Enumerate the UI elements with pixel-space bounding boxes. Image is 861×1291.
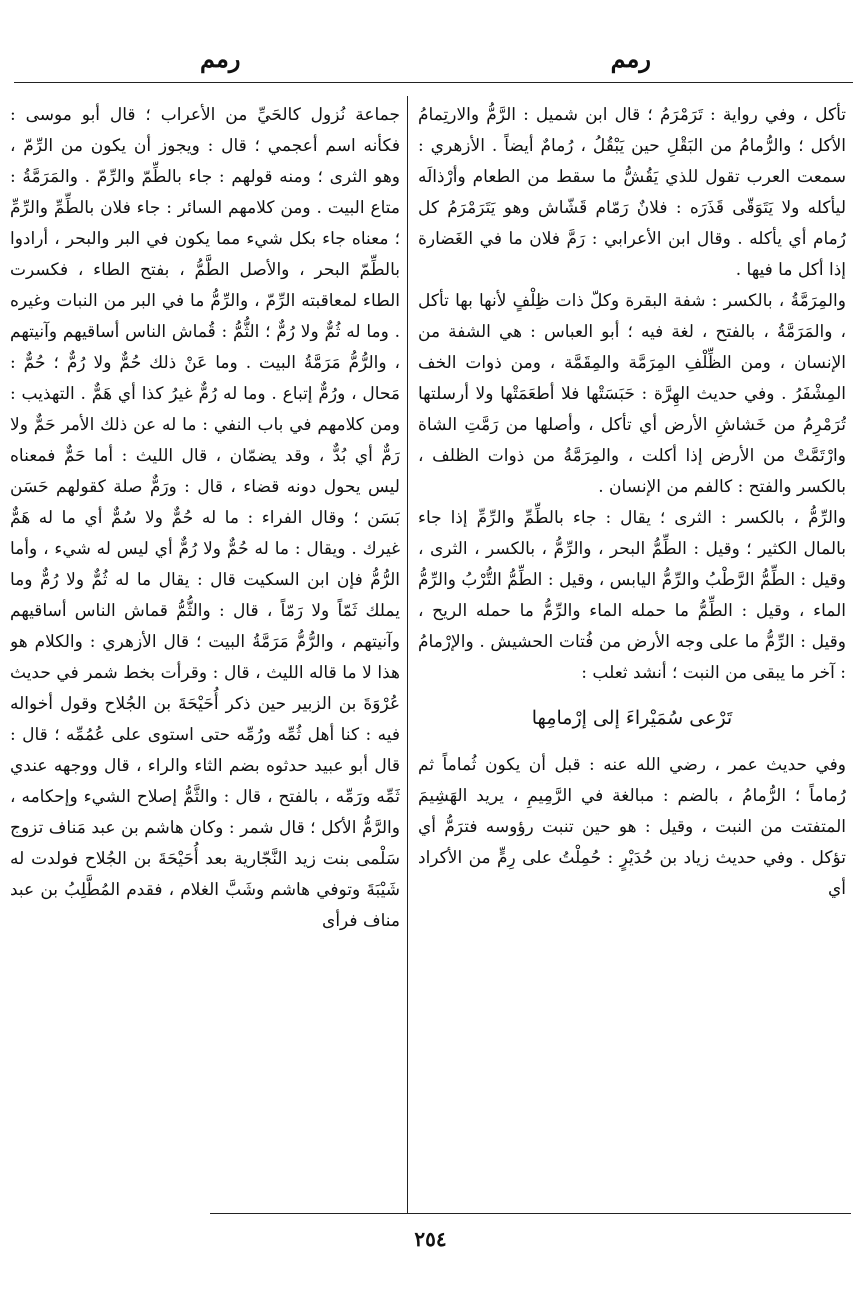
left-paragraph-1: جماعة نُزول كالحَيِّ من الأعراب ؛ قال أبو موسى : فكأنه اسم أعجمي ؛ قال : ويجوز أن يكون من الرِّمّ ، وهو الثرى ؛ ومنه قولهم : جاء بالطِّمّ والرِّمّ . والمَرَمَّةُ : متاع البيت . ومن كلامهم السائر : جاء فلان بالطِّمِّ والرِّمِّ ؛ معناه جاء بكل شيء مما يكون في البر والبحر ، أرادوا بالطِّمّ البحر ، والأصل الطَّمُّ ، بفتح الطاء ، فكسرت الطاء لمعاقبته الرِّمّ ، والرِّمُّ ما في البر من النبات وغيره . وما له ثُمٌّ ولا رُمٌّ ؛ الثُّمُّ : قُماش الناس أساقيهم وآنيتهم ، والرُّمُّ مَرَمَّةُ البيت . وما عَنْ ذلك حُمٌّ ولا رُمٌّ ؛ حُمٌّ : مَحال ، ورُمٌّ إتباع . وما له رُمٌّ غيرُ كذا أي هَمٌّ . التهذيب : ومن كلامهم في باب النفي : ما له عن ذلك الأمر حَمٌّ ولا رَمٌّ أي بُدٌّ ، وقد يضمّان ، قال الليث : أما حَمٌّ فمعناه ليس يحول دونه قضاء ، قال : ورَمٌّ صلة كقولهم حَسَن بَسَن ؛ وقال الفراء : ما له حُمٌّ ولا سُمٌّ أي ما له هَمٌّ غيرك . ويقال : ما له حُمٌّ ولا رُمٌّ أي ليس له شيء ، وأما الرُّمُّ فإن ابن السكيت قال : يقال ما له ثُمٌّ ولا رُمٌّ وما يملك ثَمّاً ولا رَمّاً ، قال : والثُّمُّ قماش الناس أساقيهم وآنيتهم ، والرُّمُّ مَرَمَّةُ البيت ؛ قال الأزهري : والكلام هو هذا لا ما قاله الليث ، قال : وقرأت بخط شمر في حديث عُرْوَةَ بن الزبير حين ذكر أُحَيْحَةَ بن الجُلاح وقول أخواله فيه : كنا أهل ثُمِّه ورُمِّه حتى استوى على عُمُمِّه ؛ قال : قال أبو عبيد حدثوه بضم الثاء والراء ، قال ووجهه عندي ثَمِّه ورَمِّه ، بالفتح ، قال : والثَّمُّ إصلاح الشيء وإحكامه ، والرَّمُّ الأكل ؛ قال شمر : وكان هاشم بن عبد مَناف تزوج سَلْمى بنت زيد النَّجّارية بعد أُحَيْحَةَ بن الجُلاح فولدت له شَيْبَةَ وتوفي هاشم وشَبَّ الغلام ، فقدم المُطَّلِبُ بن عبد مناف فرأى	[10, 105, 400, 931]
right-paragraph-1: تأكل ، وفي رواية : تَرَمْرَمُ ؛ قال ابن شميل : الرَّمُّ والارتِمامُ الأكل ؛ والرُّمامُ من البَقْلِ حين يَبْقُلُ ، رُمامٌ أيضاً . الأزهري : سمعت العرب تقول للذي يَقُشُّ ما سقط من الطعام وأرْذالَه ليأكله ولا يَتَوَقّى قَذَرَه : فلانٌ رَمّام قَشّاش وهو يَتَرَمْرَمُ كل رُمام أي يأكله . وقال ابن الأعرابي : رَمَّ فلان ما في الغَضارة إذا أكل ما فيها .	[418, 105, 846, 280]
right-paragraph-3: والرِّمُّ ، بالكسر : الثرى ؛ يقال : جاء بالطِّمِّ والرِّمِّ إذا جاء بالمال الكثير ؛ وقيل : الطِّمُّ البحر ، والرِّمُّ ، بالكسر ، الثرى ، وقيل : الطِّمُّ الرَّطْبُ والرِّمُّ اليابس ، وقيل : الطِّمُّ التُّرْبُ والرِّمُّ الماء ، وقيل : الطِّمُّ ما حمله الماء والرِّمُّ ما حمله الريح ، وقيل : الرِّمُّ ما على وجه الأرض من فُتات الحشيش . والإرْمامُ : آخر ما يبقى من النبت ؛ أنشد ثعلب :	[418, 508, 846, 683]
right-column	[418, 100, 846, 1210]
footer-rule	[210, 1213, 851, 1214]
header-rule	[14, 82, 853, 83]
running-header-left: رمم	[200, 44, 241, 73]
verse-line: تَرْعى سُمَيْراءَ إلى إرْمامِها	[531, 707, 733, 729]
right-paragraph-4: وفي حديث عمر ، رضي الله عنه : قبل أن يكون ثُماماً ثم رُماماً ؛ الرُّمامُ ، بالضم : مبالغة في الرَّمِيمِ ، يريد الهَشِيمَ المتفتت من النبت ، وقيل : هو حين تنبت رؤوسه فترَمُّ أي تؤكل . وفي حديث زياد بن حُدَيْرٍ : حُمِلْتُ على رِمٍّ من الأكراد أي	[418, 755, 846, 899]
running-header-right: رمم	[610, 44, 651, 73]
right-paragraph-2: والمِرَمَّةُ ، بالكسر : شفة البقرة وكلّ ذات ظِلْفٍ لأنها بها تأكل ، والمَرَمَّةُ ، بالفتح ، لغة فيه ؛ أبو العباس : هي الشفة من الإنسان ، ومن الظِّلْفِ المِرَمَّة والمِقَمَّة ، ومن ذوات الخف المِشْفَرُ . وفي حديث الهِرَّة : حَبَسَتْها فلا أطعَمَتْها ولا أرسلتها تُرَمْرِمُ من خَشاشِ الأرض أي تأكل ، وأصلها من رَمَّتِ الشاة وارْتَمَّتْ من الأرض إذا أكلت ، والمِرَمَّةُ من ذوات الظلف ، بالكسر والفتح : كالفم من الإنسان .	[418, 291, 846, 497]
page-number: ٢٥٤	[414, 1227, 447, 1251]
column-divider	[407, 96, 408, 1214]
left-column	[10, 100, 400, 1210]
